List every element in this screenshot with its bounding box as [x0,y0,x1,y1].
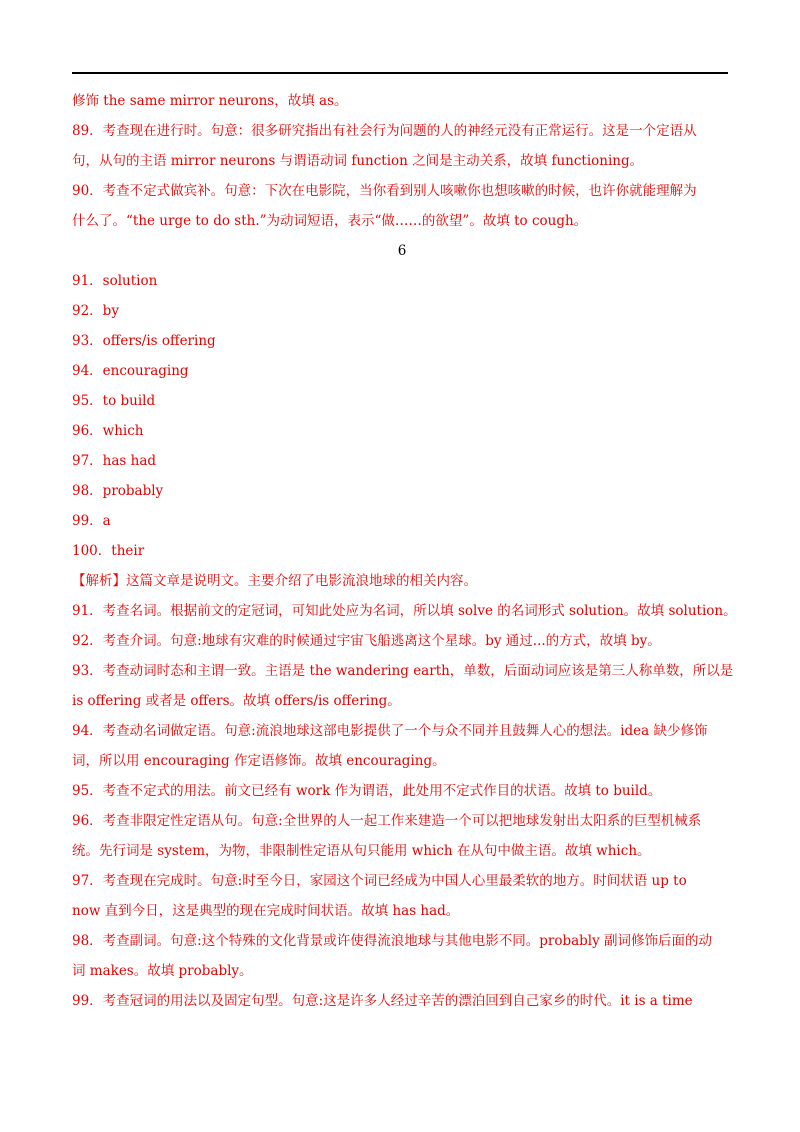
intro-line: 句，从句的主语 mirror neurons 与谓语动词 function 之间是主动关系，故填 functioning。 [72,153,644,169]
explanation-line: 99．考查冠词的用法以及固定句型。句意:这是许多人经过辛苦的漂泊回到自己家乡的时代。it is a time [72,993,693,1009]
explanation-line: 词，所以用 encouraging 作定语修饰。故填 encouraging。 [72,753,446,769]
answer-item: 99．a [72,513,111,529]
answer-item: 94．encouraging [72,363,189,379]
answer-item: 93．offers/is offering [72,333,216,349]
document-body [72,86,737,1016]
answer-item: 97．has had [72,453,157,469]
explanation-line: 92．考查介词。句意:地球有灾难的时候通过宇宙飞船逃离这个星球。by 通过...的方式，故填 by。 [72,633,661,649]
header-rule [72,72,728,74]
answer-item: 95．to build [72,393,156,409]
explanation-line: 95．考查不定式的用法。前文已经有 work 作为谓语，此处用不定式作目的状语。故填 to build。 [72,783,662,799]
analysis-header: 【解析】 [72,573,126,589]
explanation-line: 统。先行词是 system，为物，非限制性定语从句只能用 which 在从句中做主语。故填 which。 [72,843,651,859]
answer-item: 92．by [72,303,119,319]
intro-line: 什么了。“the urge to do sth.”为动词短语，表示“做……的欲望”。故填 to cough。 [72,213,588,229]
explanation-line: 词 makes。故填 probably。 [72,963,253,979]
explanation-line: 91．考查名词。根据前文的定冠词，可知此处应为名词，所以填 solve 的名词形式 solution。故填 solution。 [72,603,737,619]
intro-line: 修饰 the same mirror neurons，故填 as。 [72,93,348,109]
intro-line: 89．考查现在进行时。句意：很多研究指出有社会行为问题的人的神经元没有正常运行。这是一个定语从 [72,123,697,139]
explanation-line: 98．考查副词。句意:这个特殊的文化背景或许使得流浪地球与其他电影不同。probably 副词修饰后面的动 [72,933,713,949]
explanation-line: is offering 或者是 offers。故填 offers/is offering。 [72,693,401,709]
answer-item: 96．which [72,423,144,439]
intro-line: 90．考查不定式做宾补。句意：下次在电影院，当你看到别人咳嗽你也想咳嗽的时候，也许你就能理解为 [72,183,697,199]
explanation-line: 97．考查现在完成时。句意:时至今日，家园这个词已经成为中国人心里最柔软的地方。时间状语 up to [72,873,687,889]
answer-item: 100．their [72,543,145,559]
explanation-line: 96．考查非限定性定语从句。句意:全世界的人一起工作来建造一个可以把地球发射出太阳系的巨型机械系 [72,813,702,829]
answer-item: 98．probably [72,483,164,499]
section-number: 6 [397,243,407,259]
explanation-line: 94．考查动名词做定语。句意:流浪地球这部电影提供了一个与众不同并且鼓舞人心的想法。idea 缺少修饰 [72,723,708,739]
explanation-line: now 直到今日，这是典型的现在完成时间状语。故填 has had。 [72,903,460,919]
analysis-summary: 这篇文章是说明文。主要介绍了电影流浪地球的相关内容。 [126,573,477,589]
answer-item: 91．solution [72,273,158,289]
explanation-line: 93．考查动词时态和主谓一致。主语是 the wandering earth，单数，后面动词应该是第三人称单数，所以是 [72,663,734,679]
analysis-intro [72,566,732,596]
